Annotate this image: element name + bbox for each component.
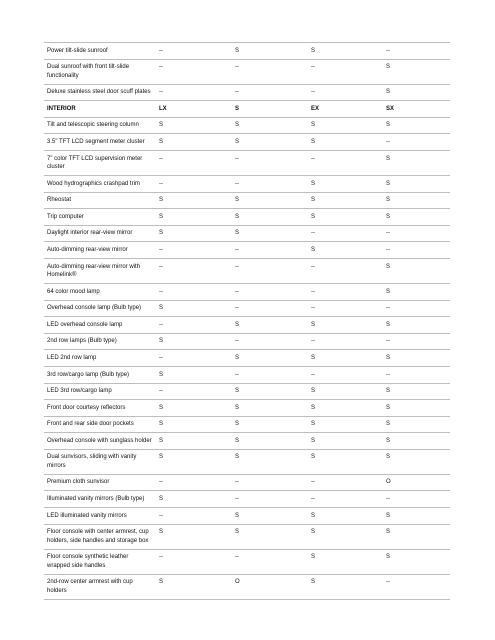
trim-value-sx: S xyxy=(386,321,391,328)
trim-value-ex: -- xyxy=(311,288,315,295)
table-row xyxy=(44,225,450,242)
trim-value-lx: -- xyxy=(159,321,163,328)
feature-name: 64 color mood lamp xyxy=(47,288,100,295)
trim-value-s: S xyxy=(235,388,240,395)
trim-value-ex: S xyxy=(311,321,316,328)
table-row xyxy=(44,400,450,417)
trim-value-lx: -- xyxy=(159,64,163,71)
trim-value-lx: S xyxy=(159,305,164,312)
trim-value-lx: -- xyxy=(159,180,163,187)
feature-name: Wood hydrographics crashpad trim xyxy=(47,180,140,187)
trim-value-lx: -- xyxy=(159,47,163,54)
trim-value-sx: -- xyxy=(386,138,390,145)
trim-value-s: O xyxy=(235,579,240,586)
feature-name: Dual sunroof with front tilt-slide functionality xyxy=(47,64,130,79)
feature-name: Deluxe stainless steel door scuff plates xyxy=(47,89,151,96)
trim-value-lx: S xyxy=(159,421,164,428)
trim-value-ex: S xyxy=(311,213,316,220)
feature-name: Premium cloth sunvisor xyxy=(47,479,110,486)
trim-value-lx: S xyxy=(159,371,164,378)
trim-value-lx: -- xyxy=(159,354,163,361)
trim-value-lx: S xyxy=(159,197,164,204)
trim-value-ex: S xyxy=(311,180,316,187)
table-row xyxy=(44,84,450,101)
feature-name: Front door courtesy reflectors xyxy=(47,404,126,411)
trim-value-sx: S xyxy=(386,213,391,220)
table-row xyxy=(44,242,450,259)
table-row xyxy=(44,150,450,175)
table-row xyxy=(44,175,450,192)
trim-value-sx: S xyxy=(386,180,391,187)
trim-header-lx: LX xyxy=(159,105,167,112)
trim-value-sx: -- xyxy=(386,230,390,237)
trim-value-lx: S xyxy=(159,454,164,461)
trim-value-sx: -- xyxy=(386,496,390,503)
trim-value-s: S xyxy=(235,404,240,411)
interior-features-table xyxy=(44,42,450,600)
trim-value-ex: S xyxy=(311,529,316,536)
trim-value-ex: S xyxy=(311,197,316,204)
table-row xyxy=(44,333,450,350)
trim-value-s: -- xyxy=(235,479,239,486)
trim-value-s: -- xyxy=(235,288,239,295)
trim-value-s: -- xyxy=(235,246,239,253)
trim-value-lx: -- xyxy=(159,554,163,561)
feature-name: Auto-dimming rear-view mirror with Homelink® xyxy=(47,263,141,278)
table-row xyxy=(44,300,450,317)
trim-value-lx: -- xyxy=(159,512,163,519)
trim-value-lx: S xyxy=(159,122,164,129)
feature-name: Floor console synthetic leather wrapped side handles xyxy=(47,554,129,569)
table-row xyxy=(44,317,450,334)
feature-name: 2nd-row center armrest with cup holders xyxy=(47,579,133,594)
feature-name: Auto-dimming rear-view mirror xyxy=(47,246,128,253)
trim-value-sx: S xyxy=(386,421,391,428)
trim-value-sx: -- xyxy=(386,47,390,54)
trim-value-ex: -- xyxy=(311,338,315,345)
trim-value-ex: S xyxy=(311,122,316,129)
trim-value-ex: S xyxy=(311,421,316,428)
table-row xyxy=(44,383,450,400)
trim-value-lx: -- xyxy=(159,479,163,486)
trim-value-s: S xyxy=(235,512,240,519)
trim-value-lx: S xyxy=(159,138,164,145)
trim-value-lx: S xyxy=(159,579,164,586)
trim-value-s: S xyxy=(235,197,240,204)
trim-value-ex: S xyxy=(311,454,316,461)
trim-value-s: -- xyxy=(235,338,239,345)
feature-name: 3.5" TFT LCD segment meter cluster xyxy=(47,138,145,145)
table-row xyxy=(44,416,450,433)
feature-name: Trip computer xyxy=(47,213,84,220)
feature-name: LED 3rd row/cargo lamp xyxy=(47,388,112,395)
trim-value-sx: S xyxy=(386,288,391,295)
trim-value-ex: -- xyxy=(311,89,315,96)
trim-value-ex: S xyxy=(311,388,316,395)
trim-value-lx: -- xyxy=(159,288,163,295)
trim-value-lx: -- xyxy=(159,155,163,162)
table-row xyxy=(44,449,450,474)
trim-value-lx: -- xyxy=(159,89,163,96)
trim-value-sx: -- xyxy=(386,338,390,345)
table-row xyxy=(44,350,450,367)
trim-value-s: -- xyxy=(235,554,239,561)
table-row xyxy=(44,43,450,60)
table-row xyxy=(44,524,450,549)
table-row xyxy=(44,433,450,450)
trim-value-s: S xyxy=(235,454,240,461)
trim-value-sx: S xyxy=(386,122,391,129)
trim-value-ex: S xyxy=(311,404,316,411)
trim-value-lx: S xyxy=(159,338,164,345)
spec-table-page xyxy=(44,42,450,600)
feature-name: Overhead console with sunglass holder xyxy=(47,437,152,444)
feature-name: Overhead console lamp (Bulb type) xyxy=(47,305,142,312)
trim-value-s: S xyxy=(235,122,240,129)
feature-name: Daylight interior rear-view mirror xyxy=(47,230,133,237)
table-row xyxy=(44,366,450,383)
table-row xyxy=(44,134,450,151)
trim-value-s: -- xyxy=(235,305,239,312)
feature-name: LED illuminated vanity mirrors xyxy=(47,512,127,519)
table-row xyxy=(44,209,450,226)
table-body xyxy=(44,43,450,600)
trim-value-ex: S xyxy=(311,512,316,519)
trim-value-s: S xyxy=(235,529,240,536)
trim-value-s: S xyxy=(235,213,240,220)
trim-value-lx: -- xyxy=(159,388,163,395)
trim-value-ex: -- xyxy=(311,155,315,162)
table-row xyxy=(44,283,450,300)
trim-value-ex: -- xyxy=(311,479,315,486)
trim-value-sx: S xyxy=(386,197,391,204)
trim-value-ex: S xyxy=(311,246,316,253)
feature-name: LED 2nd row lamp xyxy=(47,354,97,361)
trim-header-ex: EX xyxy=(311,105,320,112)
trim-value-sx: -- xyxy=(386,371,390,378)
trim-value-ex: -- xyxy=(311,230,315,237)
trim-value-s: -- xyxy=(235,64,239,71)
feature-name: Front and rear side door pockets xyxy=(47,421,134,428)
trim-value-sx: S xyxy=(386,263,391,270)
feature-name: Tilt and telescopic steering column xyxy=(47,122,139,129)
trim-value-lx: -- xyxy=(159,246,163,253)
feature-name: Rheostat xyxy=(47,197,72,204)
trim-value-s: S xyxy=(235,47,240,54)
trim-value-ex: -- xyxy=(311,305,315,312)
trim-value-s: -- xyxy=(235,180,239,187)
feature-name: Dual sunvisors, sliding with vanity mirrors xyxy=(47,454,137,469)
trim-value-lx: S xyxy=(159,437,164,444)
trim-value-s: S xyxy=(235,138,240,145)
trim-value-sx: S xyxy=(386,554,391,561)
trim-value-lx: -- xyxy=(159,263,163,270)
trim-value-ex: S xyxy=(311,437,316,444)
trim-value-lx: S xyxy=(159,404,164,411)
trim-value-sx: S xyxy=(386,404,391,411)
feature-name: 2nd row lamps (Bulb type) xyxy=(47,338,117,345)
trim-header-s: S xyxy=(235,105,240,112)
trim-value-lx: S xyxy=(159,529,164,536)
feature-name: 7" color TFT LCD supervision meter cluster xyxy=(47,155,143,170)
table-row xyxy=(44,192,450,209)
trim-value-ex: -- xyxy=(311,64,315,71)
trim-value-ex: S xyxy=(311,47,316,54)
trim-value-ex: S xyxy=(311,354,316,361)
trim-value-s: -- xyxy=(235,371,239,378)
trim-value-ex: -- xyxy=(311,371,315,378)
trim-value-sx: S xyxy=(386,64,391,71)
trim-value-ex: -- xyxy=(311,263,315,270)
table-row xyxy=(44,574,450,599)
trim-value-lx: S xyxy=(159,230,164,237)
table-row xyxy=(44,117,450,134)
trim-value-sx: S xyxy=(386,529,391,536)
trim-value-s: S xyxy=(235,437,240,444)
table-row xyxy=(44,549,450,574)
table-row xyxy=(44,59,450,84)
feature-name: Illuminated vanity mirrors (Bulb type) xyxy=(47,496,145,503)
table-row xyxy=(44,474,450,491)
trim-value-sx: S xyxy=(386,437,391,444)
section-title: INTERIOR xyxy=(47,105,76,112)
trim-value-sx: -- xyxy=(386,305,390,312)
trim-value-sx: S xyxy=(386,155,391,162)
trim-value-s: S xyxy=(235,321,240,328)
feature-name: LED overhead console lamp xyxy=(47,321,123,328)
trim-value-ex: S xyxy=(311,138,316,145)
trim-value-sx: S xyxy=(386,388,391,395)
table-row xyxy=(44,491,450,508)
trim-value-s: -- xyxy=(235,263,239,270)
trim-value-sx: -- xyxy=(386,579,390,586)
trim-value-ex: -- xyxy=(311,496,315,503)
feature-name: 3rd row/cargo lamp (Bulb type) xyxy=(47,371,130,378)
trim-value-lx: S xyxy=(159,496,164,503)
trim-value-s: -- xyxy=(235,89,239,96)
trim-value-s: S xyxy=(235,354,240,361)
trim-value-sx: O xyxy=(386,479,391,486)
trim-value-sx: -- xyxy=(386,246,390,253)
trim-value-s: -- xyxy=(235,155,239,162)
trim-value-s: S xyxy=(235,421,240,428)
trim-value-sx: S xyxy=(386,354,391,361)
trim-value-lx: S xyxy=(159,213,164,220)
section-header-row xyxy=(44,101,450,118)
trim-header-sx: SX xyxy=(386,105,395,112)
trim-value-sx: S xyxy=(386,512,391,519)
table-row xyxy=(44,258,450,283)
table-row xyxy=(44,508,450,525)
trim-value-sx: S xyxy=(386,89,391,96)
trim-value-s: S xyxy=(235,230,240,237)
trim-value-ex: S xyxy=(311,579,316,586)
trim-value-ex: S xyxy=(311,554,316,561)
trim-value-sx: S xyxy=(386,454,391,461)
feature-name: Floor console with center armrest, cup holders, side handles and storage box xyxy=(47,529,149,544)
trim-value-s: -- xyxy=(235,496,239,503)
feature-name: Power tilt-slide sunroof xyxy=(47,47,108,54)
